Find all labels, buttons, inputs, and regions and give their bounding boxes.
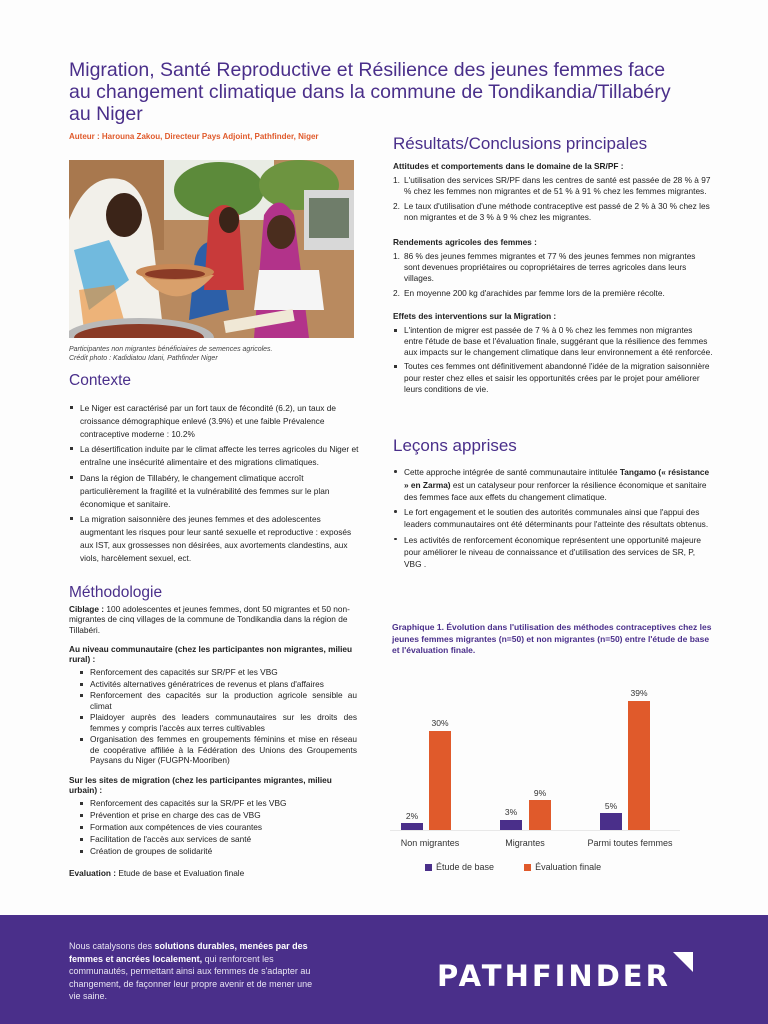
category-label: Parmi toutes femmes bbox=[587, 838, 673, 848]
section-lecons bbox=[393, 436, 713, 574]
legend-swatch-purple bbox=[425, 864, 432, 871]
list-item: L'intention de migrer est passée de 7 % à 0 % chez les femmes non migrantes entre l'étude de base et l'évaluation finale, suggérant que la résilience des femmes aux impacts sur le changement climatique dans leur environnement a été renforcée. bbox=[393, 325, 713, 359]
list-item: Les activités de renforcement économique représentent une opportunité majeure pour améliorer le niveau de connaissance et d'utilisation des services de SR, P, VBG . bbox=[393, 534, 713, 571]
legend-label: Évaluation finale bbox=[535, 862, 602, 872]
ciblage-text: 100 adolescentes et jeunes femmes, dont 50 migrantes et 50 non-migrantes de cinq villages de la commune de Tondikandia dans la région de Tillabéri. bbox=[69, 603, 350, 635]
ciblage-paragraph bbox=[69, 604, 357, 636]
migration-effects-list bbox=[393, 325, 713, 395]
list-item: Organisation des femmes en groupements féminins et mise en réseau de coopérative affiliée à la Fédération des Unions des Groupements Paysans du Niger (FUGPN-Mooriben) bbox=[79, 734, 357, 766]
x-axis-line bbox=[390, 830, 680, 831]
footer-mission-text bbox=[69, 940, 319, 1003]
item-text: 86 % des jeunes femmes migrantes et 77 % des jeunes femmes non migrantes sont devenues propriétaires ou copropriétaires de terres agricoles dans leurs villages. bbox=[404, 251, 696, 284]
bar-etude-migrantes bbox=[500, 820, 522, 830]
contexte-list bbox=[69, 402, 359, 565]
legend-item-evaluation bbox=[524, 862, 601, 872]
logo-triangle-icon bbox=[673, 952, 693, 972]
bar-value-label: 2% bbox=[405, 811, 419, 821]
list-item bbox=[393, 201, 713, 223]
ciblage-label: Ciblage : bbox=[69, 603, 105, 614]
item-number: 2. bbox=[393, 200, 400, 211]
list-item: Renforcement des capacités sur SR/PF et les VBG bbox=[79, 667, 357, 678]
poster-title: Migration, Santé Reproductive et Résilience des jeunes femmes face au changement climatique dans la commune de Tondikandia/Tillabéry au Niger bbox=[69, 59, 671, 125]
list-item: Prévention et prise en charge des cas de VBG bbox=[79, 810, 357, 821]
photo-credit: Crédit photo : Kadidiatou Idani, Pathfinder Niger bbox=[69, 355, 218, 362]
item-text: est un catalyseur pour renforcer la résilience économique et sanitaire des femmes face aux effets du changement climatique. bbox=[404, 479, 707, 502]
list-item: Le fort engagement et le soutien des autorités communales ainsi que l'appui des leaders communautaires ont été déterminants pour l'atteinte des résultats obtenus. bbox=[393, 506, 713, 531]
section-heading: Leçons apprises bbox=[393, 436, 517, 455]
agri-list bbox=[393, 251, 713, 299]
caption-line: Participantes non migrantes bénéficiaires de semences agricoles. bbox=[69, 346, 273, 353]
legend-label: Étude de base bbox=[436, 862, 495, 872]
tangamo-term: Tangamo (« résistance » en Zarma) bbox=[404, 467, 710, 490]
bar-chart bbox=[390, 680, 690, 880]
item-text: En moyenne 200 kg d'arachides par femme lors de la première récolte. bbox=[404, 287, 665, 298]
list-item: Activités alternatives génératrices de revenus et plans d'affaires bbox=[79, 679, 357, 690]
section-heading: Résultats/Conclusions principales bbox=[393, 134, 648, 153]
section-contexte bbox=[69, 372, 359, 568]
item-text: Le taux d'utilisation d'une méthode contraceptive est passé de 2 % à 30 % chez les non migrantes et de 3 % à 9 % chez les migrantes. bbox=[404, 200, 710, 222]
item-number: 1. bbox=[393, 175, 400, 186]
bar-value-label: 3% bbox=[504, 807, 518, 817]
list-item: Toutes ces femmes ont définitivement abandonné l'idée de la migration saisonnière pour rester chez elles et saisir les opportunités crées par le projet pour améliorer leurs conditions de vie. bbox=[393, 361, 713, 395]
category-label: Non migrantes bbox=[400, 838, 460, 848]
bar-etude-toutes bbox=[600, 813, 622, 830]
section-resultats bbox=[393, 134, 713, 398]
migration-sites-heading: Sur les sites de migration (chez les participantes migrantes, milieu urbain) : bbox=[69, 774, 332, 795]
list-item: Plaidoyer auprès des leaders communautaires sur les droits des femmes y compris l'accès aux terres cultivables bbox=[79, 712, 357, 733]
participants-photo bbox=[69, 160, 354, 338]
list-item bbox=[393, 466, 713, 503]
lecons-list bbox=[393, 466, 713, 570]
item-number: 1. bbox=[393, 251, 400, 262]
migration-sites-list bbox=[69, 798, 357, 857]
section-methodologie bbox=[69, 584, 357, 879]
agri-heading: Rendements agricoles des femmes : bbox=[393, 237, 537, 248]
footer-text-bold: solutions durables, menées par des femmes et ancrées localement, bbox=[69, 941, 308, 964]
bar-etude-non-migrantes bbox=[401, 823, 423, 830]
srpf-list bbox=[393, 175, 713, 223]
pathfinder-logo: PATHFINDER bbox=[437, 959, 671, 993]
item-text: Cette approche intégrée de santé communautaire intitulée bbox=[404, 467, 620, 478]
srpf-heading: Attitudes et comportements dans le domaine de la SR/PF : bbox=[393, 161, 624, 172]
section-heading: Contexte bbox=[69, 372, 132, 389]
list-item: Création de groupes de solidarité bbox=[79, 846, 357, 857]
chart-legend bbox=[425, 862, 601, 872]
list-item: Renforcement des capacités sur la production agricole sensible au climat bbox=[79, 690, 357, 711]
list-item: La désertification induite par le climat affecte les terres agricoles du Niger et entraîne une insécurité alimentaire et des migrations climatiques. bbox=[69, 443, 359, 469]
legend-swatch-orange bbox=[524, 864, 531, 871]
evaluation-text: Etude de base et Evaluation finale bbox=[116, 868, 245, 878]
list-item: Facilitation de l'accès aux services de santé bbox=[79, 834, 357, 845]
photo-illustration bbox=[69, 160, 354, 338]
footer-text-part: Nous catalysons des bbox=[69, 941, 155, 951]
communautaire-list bbox=[69, 667, 357, 766]
category-label: Migrantes bbox=[505, 838, 545, 848]
chart-title: Graphique 1. Évolution dans l'utilisation des méthodes contraceptives chez les jeunes femmes migrantes (n=50) et non migrantes (n=50) entre l'étude de base et l'évaluation finale. bbox=[392, 622, 712, 655]
bar-value-label: 5% bbox=[604, 801, 618, 811]
communautaire-heading: Au niveau communautaire (chez les participantes non migrantes, milieu rural) : bbox=[69, 644, 353, 664]
section-heading: Méthodologie bbox=[69, 584, 163, 601]
evaluation-label: Evaluation : bbox=[69, 868, 117, 878]
bar-evaluation-toutes bbox=[628, 701, 650, 830]
bar-value-label: 39% bbox=[630, 688, 648, 698]
item-number: 2. bbox=[393, 287, 400, 298]
list-item bbox=[393, 251, 713, 285]
migration-effects-heading: Effets des interventions sur la Migration : bbox=[393, 310, 557, 321]
list-item bbox=[393, 288, 713, 299]
item-text: L'utilisation des services SR/PF dans les centres de santé est passée de 28 % à 97 % chez les femmes non migrantes et de 51 % à 91 % chez les femmes migrantes. bbox=[404, 175, 711, 197]
bar-value-label: 9% bbox=[533, 788, 547, 798]
author-line: Auteur : Harouna Zakou, Directeur Pays Adjoint, Pathfinder, Niger bbox=[69, 132, 319, 141]
list-item: Le Niger est caractérisé par un fort taux de fécondité (6.2), un taux de croissance démographique enlevé (3.9%) et une faible Prévalence contraceptive moderne : 10.2% bbox=[69, 402, 359, 440]
photo-caption bbox=[69, 345, 273, 363]
legend-item-etude bbox=[425, 862, 494, 872]
list-item: Renforcement des capacités sur la SR/PF et les VBG bbox=[79, 798, 357, 809]
evaluation-paragraph bbox=[69, 868, 357, 879]
list-item: La migration saisonnière des jeunes femmes et des adolescentes augmentant les risques pour leur santé sexuelle et reproductive : exposés aux IST, aux grossesses non désirées, aux avortements clandestins, aux viols, harcèlement sexuel, ect. bbox=[69, 513, 359, 564]
list-item bbox=[393, 175, 713, 197]
bar-value-label: 30% bbox=[431, 718, 449, 728]
footer-band bbox=[0, 915, 768, 1024]
bar-evaluation-non-migrantes bbox=[429, 731, 451, 830]
list-item: Dans la région de Tillabéry, le changement climatique accroît particulièrement la fragilité et la vulnérabilité des femmes sur le plan économique et sanitaire. bbox=[69, 472, 359, 510]
list-item: Formation aux compétences de vies courantes bbox=[79, 822, 357, 833]
footer-text-part: qui renforcent les communautés, permettant ainsi aux femmes de s'adapter au changement, de façonner leur propre avenir et de mener une vie saine. bbox=[69, 953, 313, 1001]
bar-evaluation-migrantes bbox=[529, 800, 551, 830]
